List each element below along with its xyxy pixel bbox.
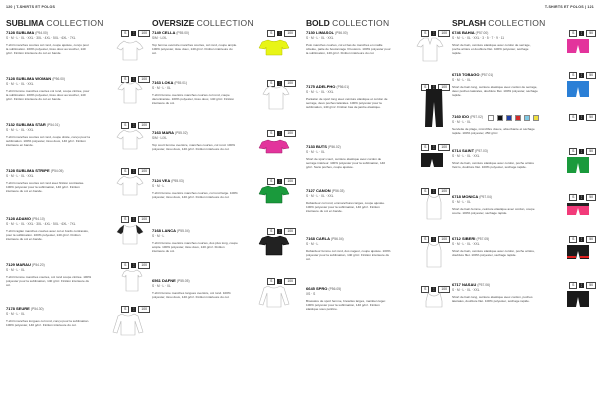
pack-badge: S ¦ 50 <box>569 114 596 121</box>
product-name: 7128 SUBLIMA <box>6 30 35 35</box>
swimshorts-image <box>562 80 594 98</box>
longsleeve-image <box>112 312 144 336</box>
polo-image <box>414 36 446 62</box>
tshirt-image <box>114 80 146 104</box>
pack-badge: S ¦ 50 <box>569 72 596 79</box>
swimshorts-image <box>562 38 594 54</box>
pack-badge: S ¦ 100 <box>121 306 150 313</box>
right-page <box>300 0 600 406</box>
product-item[interactable]: 6645 SPRO (P56.05) XS · S Brassière de sport femme, bretelles larges, maintien léger. 100% polyester pour la sublimation, 140 g/m². Finition élastique sous poitrine. S ¦ 100 <box>306 286 450 312</box>
product-name: 7178 SEURE <box>6 306 30 311</box>
running-head-left: 120 | T-SHIRTS ET POLOS <box>6 5 56 9</box>
product-item[interactable]: 7168 CARLA (P56.04) S · M · L Débardeur femme col rond, dos nageur, coupe ajustée. 100% polyester pour la sublimation, 140 g/m². Finition intérieure du col. S ¦ 100 <box>306 236 450 262</box>
product-item[interactable]: 7124 VEA (P55.03) S · M · L T-shirt femme oversize manches courtes, col rond large. 100% polyester, tissu doux, 140 g/m². Finition intérieure du col. S ¦ 100 <box>152 178 296 199</box>
pack-badge: S ¦ 100 <box>421 188 450 195</box>
product-desc: T-shirt manches courtes col rond, coupe droite, conçu pour la sublimation. 100% polyester, tissu doux, 140 g/m². Finition intérieure en bande. <box>6 135 90 148</box>
product-desc: Top femme oversize manches courtes, col rond, coupe ample. 100% polyester, tissu doux, 140 g/m². Finition intérieure du col. <box>152 43 238 56</box>
product-sizes: S · M · L · XL · XXL · 3 · 5 · 7 · 9 · 11 <box>452 36 505 40</box>
product-sizes: S · M · L · XL · XXL <box>6 82 34 86</box>
product-name: 7128 SUBLIMA STRIPE <box>6 168 50 173</box>
product-desc: T-shirt femme manches courtes col rond, coupe cintrée, pour la sublimation. 100% polyester, tissu doux au toucher, 140 g/m². Finition intérieure du col en bande. <box>6 89 90 102</box>
product-sizes: S · M · L · XL <box>152 86 171 90</box>
tshirt-image <box>258 234 290 256</box>
product-sizes: S · M · L · XL <box>452 78 471 82</box>
product-desc: T-shirt femme oversize manches courtes col rond, coupe décontractée. 100% polyester, tissu doux, 140 g/m². Finition intérieure du col. <box>152 93 235 106</box>
pack-badge: S ¦ 100 <box>121 262 150 269</box>
product-sizes: S · M · L · XL <box>6 268 25 272</box>
product-name: 7168 CARLA <box>306 236 330 241</box>
section-title-splash: SPLASH COLLECTION <box>452 18 546 28</box>
color-swatches <box>488 115 539 121</box>
product-desc: T-shirt manches courtes col rond avec finition contrastée. 100% polyester pour la sublimation, 140 g/m². Finition intérieure du col en bande. <box>6 181 85 194</box>
pack-badge: S ¦ 50 <box>569 282 596 289</box>
swimshorts-image <box>562 290 594 308</box>
product-sizes: S · M · L · XL <box>152 284 171 288</box>
product-name: 7132 SUBLIMA STAR <box>6 122 46 127</box>
product-name: 6715 TOBAGO <box>452 72 480 77</box>
product-item[interactable]: 6746 BAHIA (P57.00) S · M · L · XL · XXL · 3 · 5 · 7 · 9 · 11 Short de bain, ceinture élastique avec cordon de serrage, poche arrière et doublure filet. 100% polyester, séchage rapide. S ¦ 50 <box>452 30 596 56</box>
product-sizes: S · M · L · XL · XXL <box>306 194 334 198</box>
product-sizes: S · M · L · XL <box>452 120 471 124</box>
swimshorts-image <box>562 244 594 260</box>
tanktop-image <box>418 194 450 220</box>
running-head-right: T-SHIRTS ET POLOS | 121 <box>544 5 594 9</box>
product-sizes: S · M · L <box>152 234 165 238</box>
product-item[interactable]: 7160 IDO (P57.02) S · M · L · XL Serviette de plage, microfibre douce, absorbante et séchage rapide. 100% polyester, 250 g/m². S ¦ 50 <box>452 114 596 135</box>
product-desc: Short de bain, ceinture élastique avec cordon de serrage, poche arrière et doublure filet. 100% polyester, séchage rapide. <box>452 43 531 56</box>
product-desc: Débardeur femme col rond, dos nageur, coupe ajustée. 100% polyester pour la sublimation, 140 g/m². Finition intérieure du col. <box>306 249 391 262</box>
croptop-image <box>258 38 290 56</box>
product-desc: T-shirt femme manches longues oversize, col rond. 100% polyester, tissu doux, 140 g/m². Finition intérieure du col. <box>152 291 231 300</box>
product-desc: Brassière de sport femme, bretelles larges, maintien léger. 100% polyester pour la sublimation, 140 g/m². Finition élastique sous poitrine. <box>306 299 386 312</box>
tshirt-image <box>260 84 292 110</box>
section-title-bold: BOLD COLLECTION <box>306 18 390 28</box>
pack-badge: S ¦ 100 <box>421 84 450 91</box>
product-desc: T-shirt raglan manches courtes avec col et bords contrastés, pour la sublimation. 100% polyester, 140 g/m². Finition intérieure du col en bande. <box>6 229 89 242</box>
product-name: 7175 ADELPHO <box>306 84 336 89</box>
tshirt-image <box>114 174 146 196</box>
product-sizes: S/M · L/XL <box>152 36 168 40</box>
product-item[interactable]: 7128 SUBLIMA (P54.00) S · M · L · XL · XXL · 3XL · 4XL · 5XL · 6XL · 7XL T-shirt manches courtes col rond, coupe ajustée, conçu pour la sublimation. 100% polyester, tissu doux au toucher, 140 g/m². Finition intérieure du col en bande. S ¦ 100 <box>6 30 150 56</box>
product-sizes: S · M · L · XL · XXL · 3XL · 4XL · 5XL · 6XL · 7XL <box>6 36 76 40</box>
product-item[interactable]: 6561 DAFNE (P55.05) S · M · L · XL T-shirt femme manches longues oversize, col rond. 100% polyester, tissu doux, 140 g/m². Finition intérieure du col. S ¦ 100 <box>152 278 296 299</box>
product-item[interactable]: 7128 SUBLIMA STRIPE (P54.05) S · M · L · XL · XXL T-shirt manches courtes col rond avec finition contrastée. 100% polyester pour la sublimation, 140 g/m². Finition intérieure du col en bande. S ¦ 100 <box>6 168 150 194</box>
swimshorts-image <box>562 156 594 174</box>
pack-badge: S ¦ 100 <box>421 286 450 293</box>
product-name: 7163 MARA <box>152 130 174 135</box>
product-item[interactable]: 7149 CELLA (P55.00) S/M · L/XL Top femme oversize manches courtes, col rond, coupe ample. 100% polyester, tissu doux, 140 g/m². Finition intérieure du col. S ¦ 100 <box>152 30 296 56</box>
product-sizes: S · M · L · XL · XXL <box>306 90 334 94</box>
product-desc: T-shirt femme manches courtes, col rond coupe cintrée. 100% polyester pour la sublimation, 140 g/m². Finition intérieure du col. <box>6 275 92 288</box>
tshirt-image <box>116 268 148 292</box>
pack-badge: S ¦ 50 <box>569 194 596 201</box>
product-sizes: S · M · L · XL · XXL <box>452 242 480 246</box>
product-item[interactable]: 6714 SAINT (P57.03) S · M · L · XL · XXL Short de bain, ceinture élastique avec cordon, poche arrière Velcro, doublure filet. 100% polyester, séchage rapide. S ¦ 50 <box>452 148 596 169</box>
product-name: 7128 ADAMO <box>6 216 31 221</box>
product-desc: Short de bain femme, ceinture élastique avec cordon, coupe courte. 100% polyester, séchage rapide. <box>452 207 535 216</box>
pack-badge: S ¦ 100 <box>267 130 296 137</box>
product-name: 6718 MONICA <box>452 194 479 199</box>
pack-badge: S ¦ 50 <box>569 236 596 243</box>
product-sizes: S · M · L · XL <box>306 150 325 154</box>
product-name: 7130 LIMASOL <box>306 30 334 35</box>
tshirt-image <box>114 223 146 245</box>
product-name: 6717 NASAU <box>452 282 477 287</box>
pack-badge: S ¦ 100 <box>421 236 450 243</box>
croptop-image <box>258 138 290 154</box>
product-desc: Débardeur col rond, emmanchures larges, coupe ajustée. 100% polyester pour la sublimation, 140 g/m². Finition intérieure du col en bande. <box>306 201 385 214</box>
pack-badge: S ¦ 50 <box>569 30 596 37</box>
product-desc: Serviette de plage, microfibre douce, absorbante et séchage rapide. 100% polyester, 250 g/m². <box>452 127 535 136</box>
section-title-oversize: OVERSIZE COLLECTION <box>152 18 254 28</box>
product-item[interactable]: 7130 LIMASOL (P56.00) S · M · L · XL · XXL Polo manches courtes, col et bas de manches en maille côtelée, patte de boutonnage 3 boutons. 100% polyester pour la sublimation, 140 g/m². Finition intérieure du col. S ¦ 100 <box>306 30 450 56</box>
product-desc: T-shirt femme oversize manches courtes, dos plus long, coupe ample. 100% polyester, tissu doux, 140 g/m². Finition intérieure du col. <box>152 241 238 254</box>
product-desc: Short de bain long, ceinture élastique avec cordon, poches latérales, doublure filet. 100% polyester, séchage rapide. <box>452 295 533 304</box>
product-desc: Polo manches courtes, col et bas de manches en maille côtelée, patte de boutonnage 3 boutons. 100% polyester pour la sublimation, 140 g/m². Finition intérieure du col. <box>306 43 391 56</box>
product-name: 6712 SIBERI <box>452 236 476 241</box>
product-desc: Top court femme oversize, manches courtes, col rond. 100% polyester, tissu doux, 140 g/m². Finition intérieure du col. <box>152 143 236 152</box>
pack-badge: S ¦ 50 <box>569 148 596 155</box>
pants-image <box>418 88 450 128</box>
pack-badge: S ¦ 100 <box>121 216 150 223</box>
product-sizes: S · M · L · XL · XXL <box>6 128 34 132</box>
product-name: 7149 CELLA <box>152 30 176 35</box>
product-item[interactable]: 7133 BUTS (P56.02) S · M · L · XL Short de sport court, ceinture élastique avec cordon de serrage intérieur. 100% polyester pour la sublimation, 140 g/m². Sans poches, coupe ajustée. S ¦ 100 <box>306 144 450 170</box>
product-desc: Short de sport court, ceinture élastique avec cordon de serrage intérieur. 100% polyester pour la sublimation, 140 g/m². Sans poches, coupe ajustée. <box>306 157 386 170</box>
product-sizes: S · M · L · XL <box>452 200 471 204</box>
product-sizes: S · M · L <box>306 242 319 246</box>
product-item[interactable]: 7127 CANON (P56.03) S · M · L · XL · XXL Débardeur col rond, emmanchures larges, coupe ajustée. 100% polyester pour la sublimation, 140 g/m². Finition intérieure du col en bande. S ¦ 100 <box>306 188 450 214</box>
tanktop-image <box>418 242 450 268</box>
product-item[interactable]: 6712 SIBERI (P57.05) S · M · L · XL · XXL Short de bain, ceinture élastique avec cordon, poche arrière, doublure filet. 100% polyester, séchage rapide. S ¦ 50 <box>452 236 596 257</box>
pack-badge: S ¦ 100 <box>121 168 150 175</box>
product-name: 7129 MARAU <box>6 262 31 267</box>
product-desc: Pantalon de sport long avec ceinture élastique et cordon de serrage, deux poches latérales. 100% polyester pour la sublimation, 140 g/m². Finition bas de jambe élastique. <box>306 97 388 110</box>
tshirt-image <box>114 39 146 61</box>
product-sizes: S/M · L/XL <box>152 136 168 140</box>
tshirt-image <box>114 128 146 150</box>
pack-badge: S ¦ 100 <box>267 80 296 87</box>
pack-badge: S ¦ 100 <box>267 228 296 235</box>
swimshorts-image <box>562 202 594 216</box>
product-sizes: S · M · L · XL · XXL <box>452 288 480 292</box>
pack-badge: S ¦ 100 <box>267 30 296 37</box>
product-item[interactable]: 7178 SEURE (P54.30) S · M · L · XL T-shirt manches longues col rond, conçu pour la sublimation. 100% polyester, 140 g/m². Finition intérieure du col. S ¦ 100 <box>6 306 150 327</box>
product-name: 6645 SPRO <box>306 286 328 291</box>
product-item[interactable]: 7128 ADAMO (P54.10) S · M · L · XL · XXL · 3XL · 4XL · 5XL · 6XL · 7XL T-shirt raglan manches courtes avec col et bords contrastés, pour la sublimation. 100% polyester, 140 g/m². Finition intérieure du col en bande. S ¦ 100 <box>6 216 150 242</box>
product-name: 6746 BAHIA <box>452 30 475 35</box>
product-sizes: S · M · L · XL · XXL <box>452 154 480 158</box>
product-name: 7168 LANCA <box>152 228 176 233</box>
sportsbra-image <box>418 292 450 308</box>
pack-badge: S ¦ 100 <box>421 30 450 37</box>
product-desc: Short de bain, ceinture élastique avec cordon, poche arrière, doublure filet. 100% polyester, séchage rapide. <box>452 249 535 258</box>
product-item[interactable]: 6718 MONICA (P57.04) S · M · L · XL Short de bain femme, ceinture élastique avec cordon, coupe courte. 100% polyester, séchage rapide. S ¦ 50 <box>452 194 596 215</box>
pack-badge: S ¦ 100 <box>121 122 150 129</box>
product-item[interactable]: 7129 MARAU (P54.20) S · M · L · XL T-shirt femme manches courtes, col rond coupe cintrée. 100% polyester pour la sublimation, 140 g/m². Finition intérieure du col. S ¦ 100 <box>6 262 150 288</box>
tshirt-image <box>258 184 290 204</box>
pack-badge: S ¦ 100 <box>267 178 296 185</box>
product-name: 6561 DAFNE <box>152 278 176 283</box>
product-item[interactable]: 7132 SUBLIMA STAR (P54.01) S · M · L · XL · XXL T-shirt manches courtes col rond, coupe droite, conçu pour la sublimation. 100% polyester, tissu doux, 140 g/m². Finition intérieure en bande. S ¦ 100 <box>6 122 150 148</box>
product-sizes: S · M · L · XL · XXL <box>6 174 34 178</box>
section-title-sublima: SUBLIMA COLLECTION <box>6 18 104 28</box>
product-sizes: S · M · L · XL <box>6 312 25 316</box>
product-item[interactable]: 7128 SUBLIMA WOMAN (P56.00) S · M · L · XL · XXL T-shirt femme manches courtes col rond, coupe cintrée, pour la sublimation. 100% polyester, tissu doux au toucher, 140 g/m². Finition intérieure du col en bande. S ¦ 100 <box>6 76 150 102</box>
product-sizes: S · M · L · XL · XXL <box>306 36 334 40</box>
product-name: 7127 CANON <box>306 188 331 193</box>
product-name: 7163 LOKA <box>152 80 174 85</box>
product-item[interactable]: 6715 TOBAGO (P57.01) S · M · L · XL Short de bain long, ceinture élastique avec cordon de serrage, deux poches latérales, doublure filet. 100% polyester, séchage rapide. S ¦ 50 <box>452 72 596 98</box>
pack-badge: S ¦ 100 <box>121 76 150 83</box>
product-desc: T-shirt femme oversize manches courtes, col rond large. 100% polyester, tissu doux, 140 g/m². Finition intérieure du col. <box>152 191 238 200</box>
product-desc: T-shirt manches courtes col rond, coupe ajustée, conçu pour la sublimation. 100% polyester, tissu doux au toucher, 140 g/m². Finition intérieure du col en bande. <box>6 43 89 56</box>
product-item[interactable]: 7168 LANCA (P55.04) S · M · L T-shirt femme oversize manches courtes, dos plus long, coupe ample. 100% polyester, tissu doux, 140 g/m². Finition intérieure du col. S ¦ 100 <box>152 228 296 254</box>
shorts-image <box>416 152 448 168</box>
pack-badge: S ¦ 100 <box>121 30 150 37</box>
product-item[interactable]: 6717 NASAU (P57.06) S · M · L · XL · XXL Short de bain long, ceinture élastique avec cordon, poches latérales, doublure filet. 100% polyester, séchage rapide. S ¦ 50 <box>452 282 596 303</box>
product-sizes: S · M · L · XL · XXL · 3XL · 4XL · 5XL · 6XL · 7XL <box>6 222 76 226</box>
product-desc: T-shirt manches longues col rond, conçu pour la sublimation. 100% polyester, 140 g/m². Finition intérieure du col. <box>6 319 90 328</box>
product-sizes: XS · S <box>306 292 316 296</box>
product-name: 7133 BUTS <box>306 144 327 149</box>
product-desc: Short de bain, ceinture élastique avec cordon, poche arrière Velcro, doublure filet. 100% polyester, séchage rapide. <box>452 161 535 170</box>
product-sizes: S · M · L <box>152 184 165 188</box>
pack-badge: S ¦ 100 <box>267 278 296 285</box>
pack-badge: S ¦ 100 <box>421 144 450 151</box>
product-desc: Short de bain long, ceinture élastique avec cordon de serrage, deux poches latérales, doublure filet. 100% polyester, séchage rapide. <box>452 85 538 98</box>
product-item[interactable]: 7163 MARA (P55.02) S/M · L/XL Top court femme oversize, manches courtes, col rond. 100% polyester, tissu doux, 140 g/m². Finition intérieure du col. S ¦ 100 <box>152 130 296 151</box>
product-name: 7128 SUBLIMA WOMAN <box>6 76 52 81</box>
product-item[interactable]: 7163 LOKA (P55.01) S · M · L · XL T-shirt femme oversize manches courtes col rond, coupe décontractée. 100% polyester, tissu doux, 140 g/m². Finition intérieure du col. S ¦ 100 <box>152 80 296 106</box>
product-name: 6714 SAINT <box>452 148 475 153</box>
product-name: 7160 IDO <box>452 114 470 119</box>
product-name: 7124 VEA <box>152 178 171 183</box>
product-item[interactable]: 7175 ADELPHO (P56.01) S · M · L · XL · XXL Pantalon de sport long avec ceinture élastique et cordon de serrage, deux poches latérales. 100% polyester pour la sublimation, 140 g/m². Finition bas de jambe élastique. S ¦ 100 <box>306 84 450 110</box>
longsleeve-image <box>258 284 290 308</box>
